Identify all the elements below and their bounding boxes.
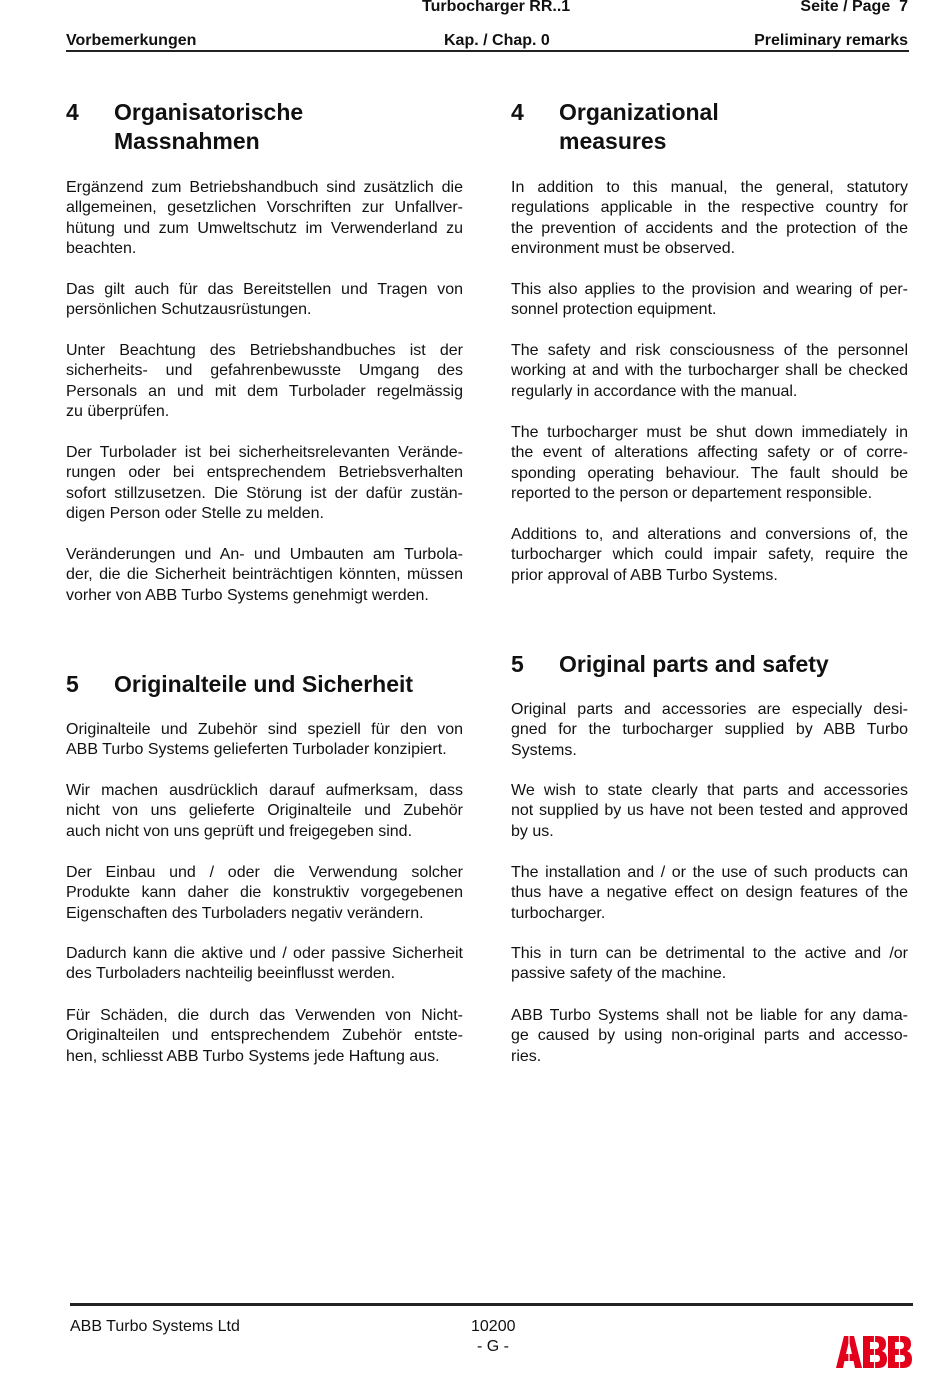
de-s5-paragraph [66,720,463,761]
paragraph-line: In addition to this manual, the general, statutory [511,179,908,196]
paragraph-line: zu überprüfen. [66,403,170,421]
paragraph-line: not supplied by us have not been tested and approved [511,802,908,820]
de-s4-paragraph [66,178,463,260]
paragraph-line: Original parts and accessories are especially desi- [511,701,908,718]
de-s4-paragraph [66,341,463,423]
paragraph-line: Ergänzend zum Betriebshandbuch sind zusätzlich die [66,179,463,196]
paragraph-line: beachten. [66,240,137,258]
paragraph-line: auch nicht von uns geprüft und freigegeben sind. [66,822,413,840]
paragraph-line: ge caused by using non-original parts and accesso- [511,1027,908,1045]
section-number: 4 [511,99,524,125]
paragraph-line: Der Einbau und / oder die Verwendung solcher [66,864,463,881]
paragraph-line: sofort stillzusetzen. Die Störung ist der dafür zustän- [66,484,463,502]
paragraph-line: vorher von ABB Turbo Systems genehmigt werden. [66,586,429,604]
en-s5-paragraph [511,944,908,985]
paragraph-line: hütung und zum Umweltschutz im Verwenderland zu [66,219,463,237]
paragraph-line: The turbocharger must be shut down immediately in [511,424,908,441]
footer-revision: - G - [477,1338,509,1355]
footer-company: ABB Turbo Systems Ltd [70,1318,240,1335]
en-s4-paragraph [511,280,908,321]
section-number: 4 [66,99,79,125]
header-chapter-de: Vorbemerkungen [66,32,197,49]
section-number: 5 [66,671,79,697]
paragraph-line: This also applies to the provision and wearing of per- [511,281,908,298]
de-s5-paragraph [66,944,463,985]
paragraph-line: Produkte kann daher die konstruktiv vorgegebenen [66,884,463,902]
en-s4-paragraph [511,341,908,402]
de-s4-paragraph [66,443,463,525]
en-s5-paragraph [511,700,908,761]
paragraph-line: nicht von uns gelieferte Originalteile und Zubehör [66,802,463,820]
paragraph-line: turbocharger. [511,904,606,922]
paragraph-line: Unter Beachtung des Betriebshandbuches ist der [66,342,463,359]
paragraph-line: des Turboladers nachteilig beeinflusst werden. [66,965,396,983]
de-s4-paragraph [66,545,463,606]
heading-line: Massnahmen [114,128,260,154]
paragraph-line: Das gilt auch für das Bereitstellen und Tragen von [66,281,463,298]
header-chapter-en: Preliminary remarks [754,32,908,49]
paragraph-line: Veränderungen und An- und Umbauten am Turbola- [66,546,463,563]
header-chapter-number: Kap. / Chap. 0 [444,32,550,49]
paragraph-line: sponding operating behaviour. The fault should be [511,464,908,482]
paragraph-line: This in turn can be detrimental to the active and /or [511,945,908,962]
paragraph-line: The safety and risk consciousness of the personnel [511,342,908,359]
paragraph-line: Für Schäden, die durch das Verwenden von Nicht- [66,1007,463,1024]
paragraph-line: Originalteilen und entsprechendem Zubehör entste- [66,1027,463,1045]
paragraph-line: reported to the person or departement responsible. [511,485,873,503]
paragraph-line: digen Person oder Stelle zu melden. [66,505,324,523]
paragraph-line: regularly in accordance with the manual. [511,382,798,400]
paragraph-line: ries. [511,1047,542,1065]
section-number: 5 [511,651,524,677]
paragraph-line: by us. [511,822,554,840]
paragraph-line: rungen oder bei entsprechendem Betriebsverhalten [66,464,463,482]
de-s5-paragraph [66,781,463,842]
en-s5-paragraph [511,1006,908,1067]
de-s5-paragraph [66,1006,463,1067]
paragraph-line: Der Turbolader ist bei sicherheitsrelevanten Verände- [66,444,463,461]
heading-text: Originalteile und Sicherheit [114,671,414,697]
paragraph-line: The installation and / or the use of such products can [511,864,908,881]
header-page: Seite / Page 7 [800,0,908,15]
paragraph-line: allgemeinen, gesetzlichen Vorschriften zur Unfallver- [66,199,463,217]
heading-text: Original parts and safety [559,651,829,677]
paragraph-line: Systems. [511,741,577,759]
paragraph-line: gned for the turbocharger supplied by ABB Turbo [511,721,908,739]
paragraph-line: Dadurch kann die aktive und / oder passive Sicherheit [66,945,463,962]
paragraph-line: ABB Turbo Systems gelieferten Turbolader konzipiert. [66,741,447,759]
header-rule [66,50,909,52]
footer-rule [70,1303,913,1306]
paragraph-line: Originalteile und Zubehör sind speziell für den von [66,721,463,738]
de-s5-paragraph [66,863,463,924]
paragraph-line: sonnel protection equipment. [511,301,717,319]
paragraph-line: Wir machen ausdrücklich darauf aufmerksam, dass [66,782,463,799]
paragraph-line: prior approval of ABB Turbo Systems. [511,566,778,584]
paragraph-line: persönlichen Schutzausrüstungen. [66,301,312,319]
heading-line: Organizational [559,99,719,125]
paragraph-line: Personals an und mit dem Turbolader regelmässig [66,382,463,400]
header-title: Turbocharger RR..1 [422,0,571,15]
paragraph-line: sicherheits- und gefahrenbewusste Umgang des [66,362,463,380]
en-s5-paragraph [511,863,908,924]
paragraph-line: Eigenschaften des Turboladers negativ verändern. [66,904,424,922]
footer-doc-number: 10200 [471,1318,516,1335]
en-s5-paragraph [511,781,908,842]
paragraph-line: environment must be observed. [511,240,736,258]
abb-logo [836,1336,912,1373]
paragraph-line: passive safety of the machine. [511,965,727,983]
paragraph-line: regulations applicable in the respective country for [511,199,908,217]
paragraph-line: der, die die Sicherheit beinträchtigen könnten, müssen [66,566,463,584]
paragraph-line: the event of alterations affecting safety or of corre- [511,444,908,462]
heading-line: Organisatorische [114,99,304,125]
de-s4-paragraph [66,280,463,321]
paragraph-line: hen, schliesst ABB Turbo Systems jede Haftung aus. [66,1047,440,1065]
paragraph-line: the prevention of accidents and the protection of the [511,219,908,237]
en-s4-paragraph [511,178,908,260]
paragraph-line: We wish to state clearly that parts and accessories [511,782,908,799]
paragraph-line: working at and with the turbocharger shall be checked [511,362,908,380]
heading-line: measures [559,128,667,154]
paragraph-line: thus have a negative effect on design features of the [511,884,908,902]
paragraph-line: ABB Turbo Systems shall not be liable for any dama- [511,1007,908,1024]
paragraph-line: turbocharger which could impair safety, require the [511,546,908,564]
en-s4-paragraph [511,423,908,505]
paragraph-line: Additions to, and alterations and conversions of, the [511,526,908,543]
en-s4-paragraph [511,525,908,586]
